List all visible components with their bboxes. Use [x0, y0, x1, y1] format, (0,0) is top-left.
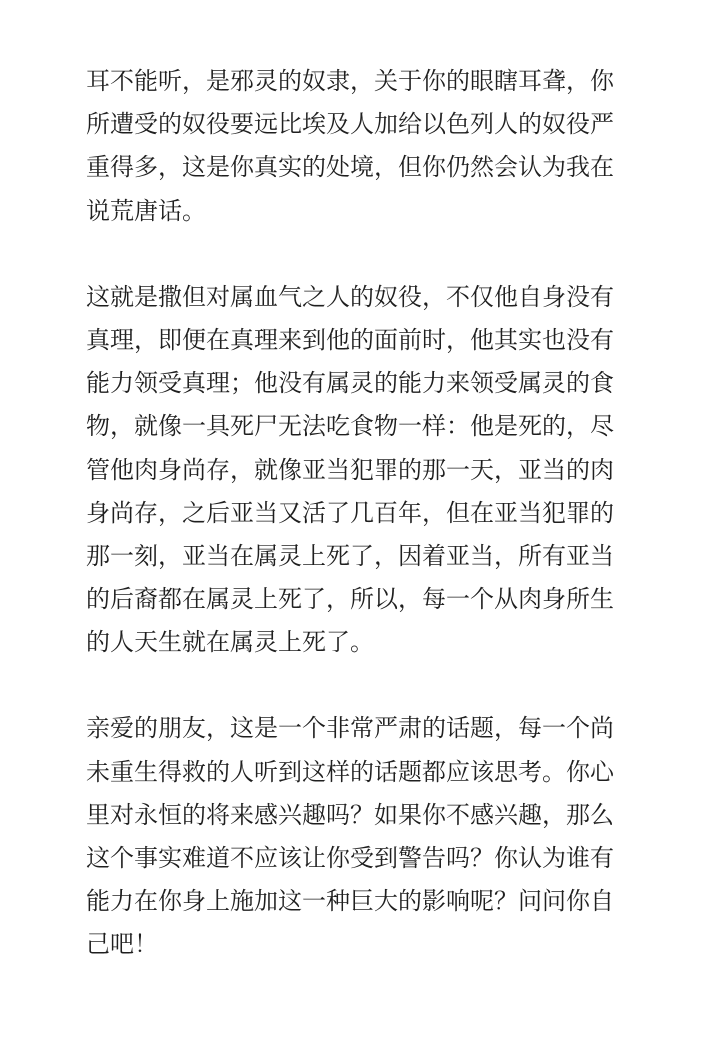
text-line: 己吧！	[86, 930, 158, 959]
paragraph-1	[86, 60, 616, 233]
text-line: 的人天生就在属灵上死了。	[86, 628, 374, 657]
text-line: 那一刻，亚当在属灵上死了，因着亚当，所有亚当	[86, 541, 614, 570]
text-line: 重得多，这是你真实的处境，但你仍然会认为我在	[86, 153, 614, 182]
text-line: 亲爱的朋友，这是一个非常严肃的话题，每一个尚	[86, 714, 614, 743]
text-line: 这个事实难道不应该让你受到警告吗？你认为谁有	[86, 844, 614, 872]
text-line: 管他肉身尚存，就像亚当犯罪的那一天，亚当的肉	[86, 455, 614, 484]
text-line: 能力领受真理；他没有属灵的能力来领受属灵的食	[86, 369, 614, 398]
text-line: 的后裔都在属灵上死了，所以，每一个从肉身所生	[86, 585, 614, 614]
paragraph-3	[86, 707, 616, 966]
text-line: 说荒唐话。	[86, 196, 206, 225]
paragraph-2	[86, 276, 616, 665]
text-line: 未重生得救的人听到这样的话题都应该思考。你心	[86, 757, 614, 786]
text-line: 里对永恒的将来感兴趣吗？如果你不感兴趣，那么	[86, 800, 614, 829]
text-line: 这就是撒但对属血气之人的奴役，不仅他自身没有	[86, 282, 614, 311]
text-line: 能力在你身上施加这一种巨大的影响呢？问问你自	[86, 887, 614, 916]
text-line: 耳不能听，是邪灵的奴隶，关于你的眼瞎耳聋，你	[86, 67, 614, 95]
text-line: 所遭受的奴役要远比埃及人加给以色列人的奴役严	[86, 110, 614, 139]
text-line: 身尚存，之后亚当又活了几百年，但在亚当犯罪的	[86, 498, 614, 527]
article-body	[86, 60, 616, 1010]
text-line: 真理，即便在真理来到他的面前时，他其实也没有	[86, 325, 614, 354]
text-line: 物，就像一具死尸无法吃食物一样：他是死的，尽	[86, 412, 614, 441]
